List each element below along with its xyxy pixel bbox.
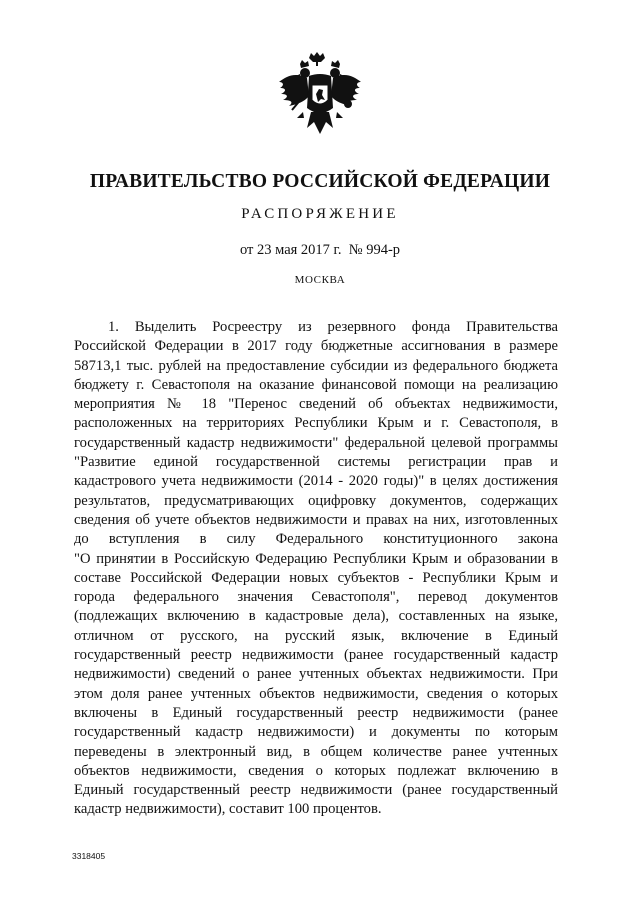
body-line: бюджету г. Севастополя на оказание финансовой помощи на реализацию	[74, 376, 558, 393]
document-body	[74, 318, 558, 820]
body-line: объектов недвижимости, сведения о которых подлежат включению в	[74, 762, 558, 779]
body-line: отличном от русского, на русский язык, включение в Единый	[74, 627, 558, 644]
body-line: "О принятии в Российскую Федерацию Республики Крым и образовании в	[74, 550, 558, 567]
body-line: кадастр недвижимости), составит 100 процентов.	[74, 801, 382, 818]
body-line: мероприятия № 18 "Перенос сведений об объектах недвижимости,	[74, 396, 558, 413]
body-line: недвижимости) сведений о ранее учтенных объектах недвижимости. При	[74, 666, 558, 683]
body-line: этом доля ранее учтенных объектов недвижимости, сведения о которых	[74, 685, 558, 702]
body-line: 1. Выделить Росреестру из резервного фонда Правительства	[108, 319, 558, 335]
body-line: государственный реестр недвижимости (ранее государственный кадастр	[74, 647, 558, 664]
document-date-number: от 23 мая 2017 г. № 994-р	[239, 242, 401, 258]
russian-coat-of-arms-icon	[267, 52, 373, 152]
body-line: переведены в электронный вид, в общем количестве ранее учтенных	[74, 743, 558, 760]
body-line: Единый государственный реестр недвижимости (ранее государственный	[74, 782, 558, 799]
government-title: ПРАВИТЕЛЬСТВО РОССИЙСКОЙ ФЕДЕРАЦИИ	[89, 171, 551, 192]
body-line: "Развитие единой государственной системы регистрации прав и	[74, 454, 558, 471]
body-line: 58713,1 тыс. рублей на предоставление субсидии из федерального бюджета	[74, 357, 558, 374]
document-type: РАСПОРЯЖЕНИЕ	[241, 206, 399, 222]
body-line: включены в Единый государственный реестр недвижимости (ранее	[74, 704, 558, 721]
body-line: (подлежащих включению в кадастровые дела), составленных на языке,	[74, 608, 558, 625]
body-line: кадастрового учета недвижимости (2014 - 2020 годы)" в целях достижения	[74, 473, 558, 490]
body-line: государственный кадастр недвижимости" федеральной целевой программы	[74, 434, 558, 451]
footer-document-code: 3318405	[72, 851, 106, 861]
body-line: города федерального значения Севастополя", перевод документов	[74, 589, 558, 606]
body-line: сведения об учете объектов недвижимости и правах на них, изготовленных	[74, 511, 558, 528]
body-line: составе Российской Федерации новых субъектов - Республики Крым и	[74, 569, 558, 586]
body-line: результатов, предусматривающих оцифровку документов, содержащих	[74, 492, 558, 509]
body-line: Российской Федерации в 2017 году бюджетные ассигнования в размере	[74, 338, 558, 355]
body-line: до вступления в силу Федерального конституционного закона	[74, 531, 558, 548]
body-line: расположенных на территориях Республики Крым и г. Севастополя, в	[74, 415, 558, 432]
body-line: государственный кадастр недвижимости) и документы по которым	[74, 724, 558, 741]
document-city: МОСКВА	[294, 274, 346, 286]
